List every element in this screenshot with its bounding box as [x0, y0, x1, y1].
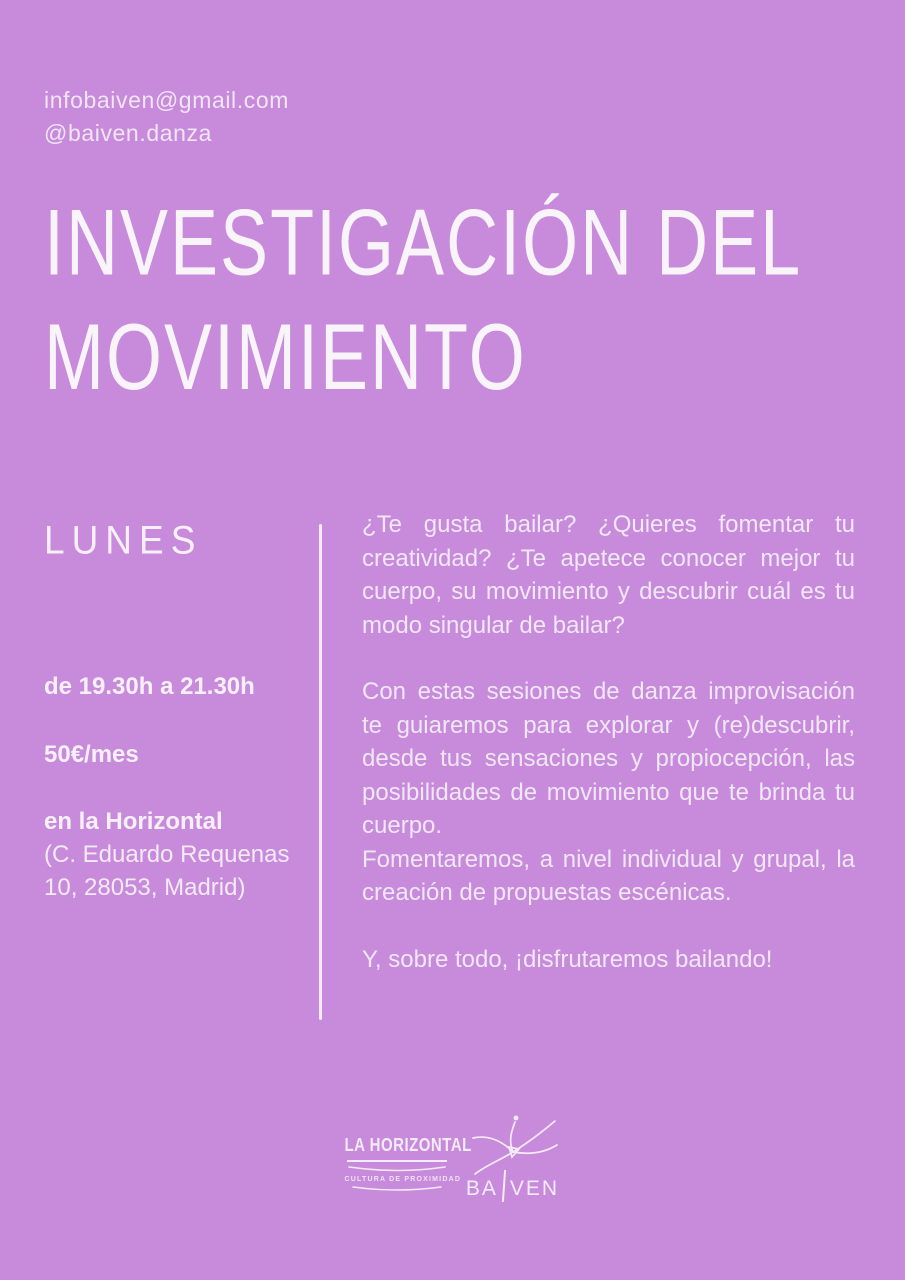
contact-block [44, 84, 289, 150]
la-horizontal-rule-line [347, 1160, 447, 1162]
time-text: de 19.30h a 21.30h [44, 673, 255, 700]
sessions-paragraph: Con estas sesiones de danza improvisación te guiaremos para explorar y (re)descubrir, desde tus sensaciones y propiocepción, las posibilidades de movimiento que te brinda tu cuerpo. [362, 678, 855, 839]
description-column [362, 508, 855, 976]
intro-paragraph: ¿Te gusta bailar? ¿Quieres fomentar tu creatividad? ¿Te apetece conocer mejor tu cuerpo, su movimiento y descubrir cuál es tu modo singular de bailar? [362, 511, 855, 639]
goals-paragraph: Fomentaremos, a nivel individual y grupal, la creación de propuestas escénicas. [362, 845, 855, 906]
baiven-logo [465, 1112, 561, 1201]
title-line-1: INVESTIGACIÓN DEL [44, 191, 803, 296]
page-title [44, 186, 802, 415]
closing-paragraph: Y, sobre todo, ¡disfrutaremos bailando! [362, 945, 773, 973]
la-horizontal-tagline: CULTURA DE PROXIMIDAD [344, 1176, 462, 1183]
address-line-1: (C. Eduardo Requenas [44, 841, 290, 868]
day-heading: LUNES [44, 518, 203, 563]
la-horizontal-logo [344, 1134, 472, 1201]
title-line-2: MOVIMIENTO [44, 305, 527, 410]
venue-text: en la Horizontal [44, 808, 223, 835]
contact-instagram: @baiven.danza [44, 120, 212, 146]
footer-logos [0, 1112, 905, 1201]
schedule-column [44, 518, 306, 904]
baiven-i-stroke [502, 1170, 506, 1202]
baiven-wordmark-right: VEN [509, 1177, 560, 1200]
address-line-2: 10, 28053, Madrid) [44, 874, 246, 901]
la-horizontal-arc-line [347, 1164, 447, 1174]
vertical-divider [319, 524, 322, 1020]
contact-email: infobaiven@gmail.com [44, 87, 290, 113]
la-horizontal-name: LA HORIZONTAL [344, 1134, 472, 1156]
la-horizontal-bottom-arc-line [347, 1185, 447, 1193]
price-text: 50€/mes [44, 741, 139, 768]
baiven-wordmark-left: BA [465, 1177, 498, 1200]
baiven-wordmark [465, 1170, 561, 1201]
